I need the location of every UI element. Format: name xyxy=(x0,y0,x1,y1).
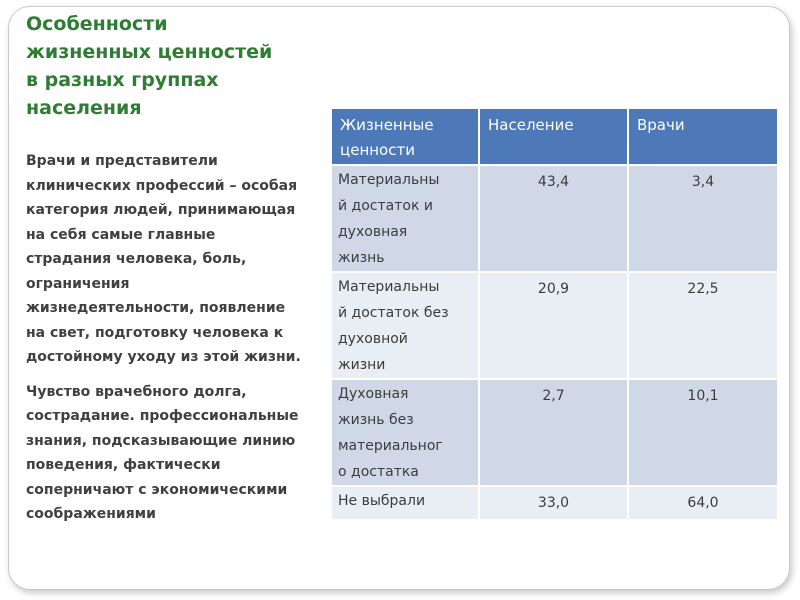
body-line: соображениями xyxy=(26,506,156,522)
body-line: достойному уходу из этой жизни. xyxy=(26,349,301,365)
header-doctors-column xyxy=(628,109,777,165)
body-line: Врачи и представители xyxy=(26,153,218,169)
table-row xyxy=(332,379,777,486)
body-line: ограничения xyxy=(26,275,130,292)
value-name-cell xyxy=(332,486,479,519)
body-line: знания, подсказывающие линию xyxy=(26,432,296,449)
cell-line: жизнь xyxy=(338,250,385,266)
body-line: категория людей, принимающая xyxy=(26,202,296,218)
table-row xyxy=(332,486,777,519)
body-line: поведения, фактически xyxy=(26,457,221,473)
doctors-value: 22,5 xyxy=(628,272,777,379)
body-paragraph xyxy=(26,380,326,527)
doctors-value: 64,0 xyxy=(628,486,777,519)
title-line: Особенности xyxy=(26,13,168,35)
header-line: ценности xyxy=(340,141,415,159)
header-line: Врачи xyxy=(637,116,685,134)
body-line: сострадание. профессиональные xyxy=(26,408,299,424)
body-line: на себя самые главные xyxy=(26,226,216,243)
header-values-column xyxy=(332,109,479,165)
table-row xyxy=(332,272,777,379)
cell-line: Материальны xyxy=(338,279,440,295)
header-line: Население xyxy=(488,116,574,134)
table-row xyxy=(332,165,777,272)
value-name-cell xyxy=(332,165,479,272)
cell-line: Не выбрали xyxy=(338,493,426,509)
body-line: жизнедеятельности, появление xyxy=(26,300,286,316)
doctors-value: 3,4 xyxy=(628,165,777,272)
body-text xyxy=(26,149,326,527)
population-value: 43,4 xyxy=(479,165,628,272)
cell-line: духовная xyxy=(338,224,408,240)
body-line: клинических профессий – особая xyxy=(26,177,298,194)
body-paragraph xyxy=(26,149,326,370)
title-line: жизненных ценностей xyxy=(26,41,273,63)
body-line: соперничают с экономическими xyxy=(26,481,288,498)
population-value: 20,9 xyxy=(479,272,628,379)
header-line: Жизненные xyxy=(340,116,434,134)
cell-line: жизнь без xyxy=(338,412,414,428)
value-name-cell xyxy=(332,272,479,379)
value-name-cell xyxy=(332,379,479,486)
cell-line: й достаток и xyxy=(338,198,433,214)
values-table xyxy=(332,109,777,519)
cell-line: духовной xyxy=(338,331,408,347)
cell-line: материальног xyxy=(338,438,443,454)
body-line: страдания человека, боль, xyxy=(26,251,247,267)
doctors-value: 10,1 xyxy=(628,379,777,486)
body-line: на свет, подготовку человека к xyxy=(26,324,284,341)
cell-line: Материальны xyxy=(338,172,440,188)
title-line: населения xyxy=(26,97,142,119)
cell-line: й достаток без xyxy=(338,305,449,321)
body-line: Чувство врачебного долга, xyxy=(26,383,247,400)
cell-line: о достатка xyxy=(338,464,419,480)
cell-line: жизни xyxy=(338,357,386,373)
cell-line: Духовная xyxy=(338,386,409,402)
title-line: в разных группах xyxy=(26,69,219,91)
table-header-row xyxy=(332,109,777,165)
population-value: 33,0 xyxy=(479,486,628,519)
population-value: 2,7 xyxy=(479,379,628,486)
slide-title xyxy=(26,10,326,122)
header-population-column xyxy=(479,109,628,165)
